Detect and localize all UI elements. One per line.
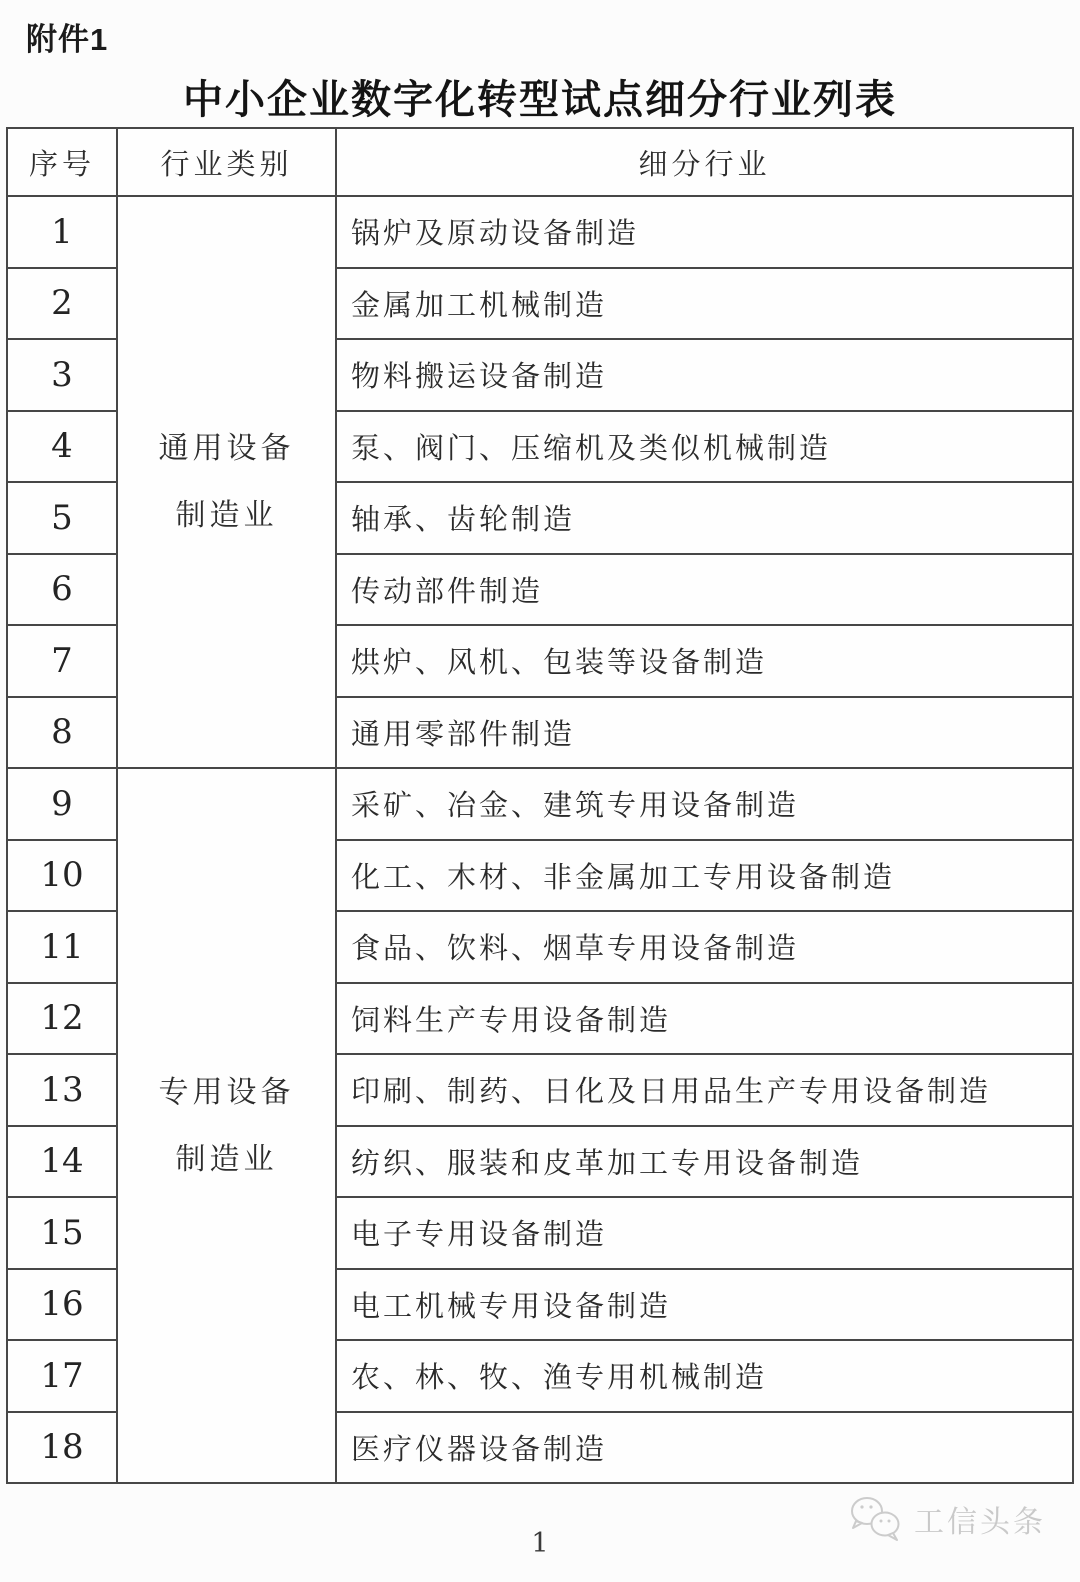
header-no: 序号	[7, 128, 117, 196]
row-number: 14	[7, 1126, 117, 1198]
row-number: 12	[7, 983, 117, 1055]
industry-cell: 锅炉及原动设备制造	[336, 196, 1073, 268]
industry-cell: 金属加工机械制造	[336, 268, 1073, 340]
industry-cell: 农、林、牧、渔专用机械制造	[336, 1340, 1073, 1412]
industry-table	[6, 127, 1074, 1484]
category-line: 专用设备	[158, 1074, 295, 1110]
row-number: 9	[7, 768, 117, 840]
row-number: 5	[7, 482, 117, 554]
table-row	[7, 768, 1073, 840]
row-number: 6	[7, 554, 117, 626]
row-number: 7	[7, 625, 117, 697]
row-number: 3	[7, 339, 117, 411]
table-row	[7, 196, 1073, 268]
attachment-label: 附件1	[26, 22, 109, 57]
industry-cell: 食品、饮料、烟草专用设备制造	[336, 911, 1073, 983]
row-number: 17	[7, 1340, 117, 1412]
row-number: 15	[7, 1197, 117, 1269]
row-number: 18	[7, 1412, 117, 1484]
table-header-row	[7, 128, 1073, 196]
row-number: 10	[7, 840, 117, 912]
row-number: 4	[7, 411, 117, 483]
category-cell-general-equipment	[117, 196, 336, 768]
industry-cell: 烘炉、风机、包装等设备制造	[336, 625, 1073, 697]
industry-cell: 传动部件制造	[336, 554, 1073, 626]
industry-cell: 电子专用设备制造	[336, 1197, 1073, 1269]
page-title: 中小企业数字化转型试点细分行业列表	[183, 78, 897, 122]
industry-cell: 通用零部件制造	[336, 697, 1073, 769]
industry-cell: 纺织、服装和皮革加工专用设备制造	[336, 1126, 1073, 1198]
category-line: 制造业	[175, 498, 278, 533]
row-number: 16	[7, 1269, 117, 1341]
industry-cell: 印刷、制药、日化及日用品生产专用设备制造	[336, 1054, 1073, 1126]
row-number: 2	[7, 268, 117, 340]
industry-cell: 化工、木材、非金属加工专用设备制造	[336, 840, 1073, 912]
industry-cell: 电工机械专用设备制造	[336, 1269, 1073, 1341]
category-line: 通用设备	[158, 431, 295, 466]
industry-cell: 医疗仪器设备制造	[336, 1412, 1073, 1484]
category-line: 制造业	[175, 1141, 278, 1177]
header-industry: 细分行业	[336, 128, 1073, 196]
header-category: 行业类别	[117, 128, 336, 196]
row-number: 11	[7, 911, 117, 983]
row-number: 1	[7, 196, 117, 268]
industry-cell: 饲料生产专用设备制造	[336, 983, 1073, 1055]
industry-cell: 采矿、冶金、建筑专用设备制造	[336, 768, 1073, 840]
category-cell-special-equipment	[117, 768, 336, 1483]
row-number: 13	[7, 1054, 117, 1126]
page-number: 1	[531, 1528, 549, 1559]
industry-cell: 泵、阀门、压缩机及类似机械制造	[336, 411, 1073, 483]
row-number: 8	[7, 697, 117, 769]
industry-cell: 轴承、齿轮制造	[336, 482, 1073, 554]
industry-cell: 物料搬运设备制造	[336, 339, 1073, 411]
watermark-text: 工信头条	[914, 1506, 1046, 1539]
